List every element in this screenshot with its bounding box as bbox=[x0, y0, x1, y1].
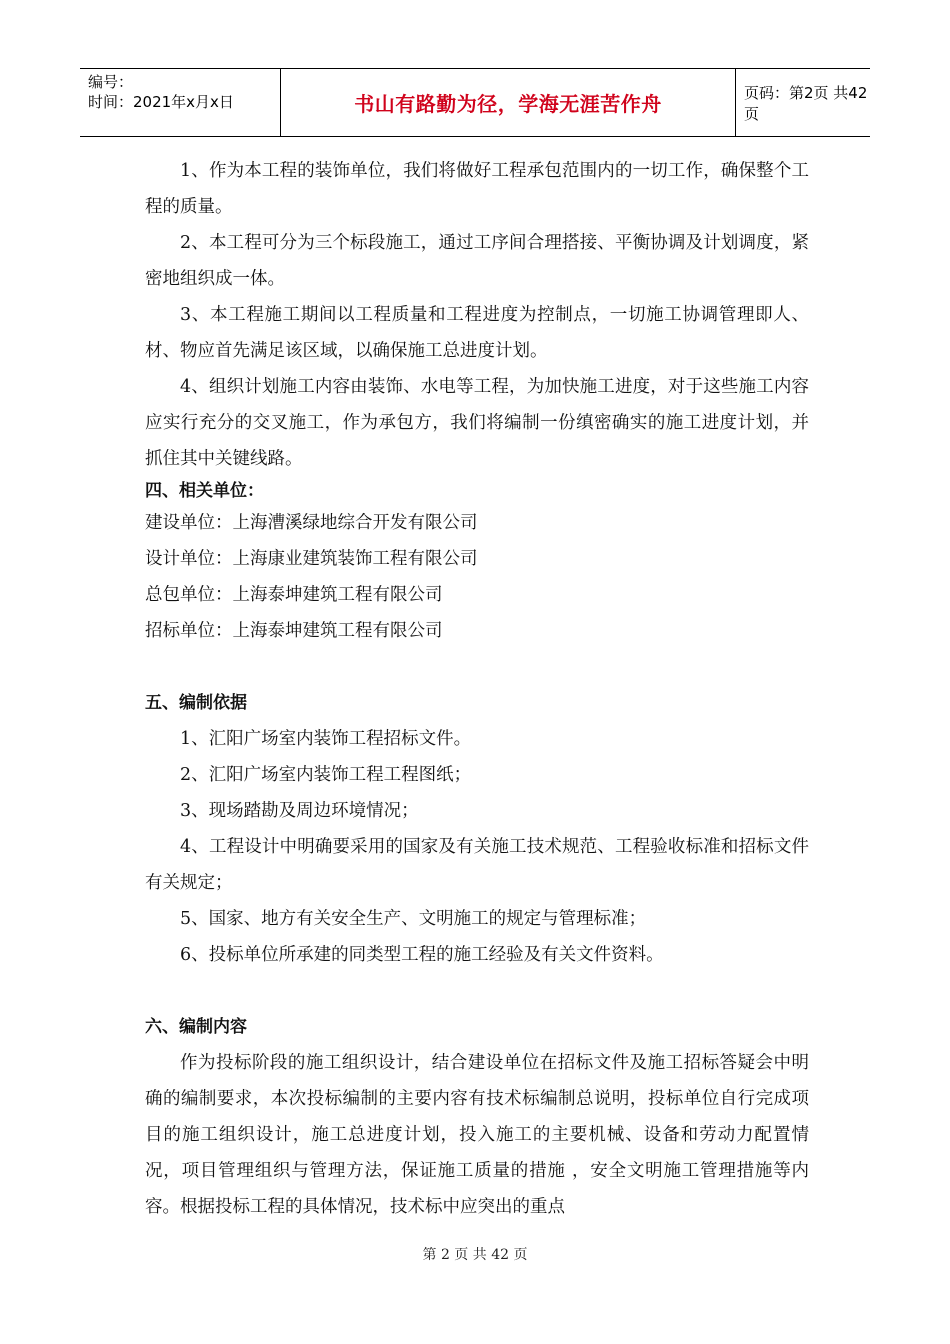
header-page-cell bbox=[736, 69, 870, 136]
document-number-label: 编号： bbox=[88, 73, 134, 91]
spacer bbox=[145, 973, 809, 1009]
basis-item-6: 6、投标单位所承建的同类型工程的施工经验及有关文件资料。 bbox=[180, 945, 664, 965]
section-5-heading: 五、编制依据 bbox=[145, 693, 247, 713]
paragraph-1: 1、作为本工程的装饰单位，我们将做好工程承包范围内的一切工作，确保整个工程的质量。 bbox=[145, 161, 809, 217]
paragraph-4: 4、组织计划施工内容由装饰、水电等工程，为加快施工进度，对于这些施工内容应实行充分的交叉施工，作为承包方，我们将编制一份缜密确实的施工进度计划，并抓住其中关键线路。 bbox=[145, 377, 809, 469]
basis-item-5: 5、国家、地方有关安全生产、文明施工的规定与管理标准； bbox=[180, 909, 647, 929]
header-motto: 书山有路勤为径，学海无涯苦作舟 bbox=[354, 92, 662, 116]
section-6-body: 作为投标阶段的施工组织设计，结合建设单位在招标文件及施工招标答疑会中明确的编制要求，本次投标编制的主要内容有技术标编制总说明，投标单位自行完成项目的施工组织设计，施工总进度计划，投入施工的主要机械、设备和劳动力配置情况，项目管理组织与管理方法，保证施工质量的措施 ，安全文明施工管理措施等内容。根据投标工程的具体情况，技术标中应突出的重点 bbox=[145, 1053, 809, 1217]
header-meta-cell bbox=[80, 69, 281, 136]
document-date: 时间：2021年x月x日 bbox=[88, 93, 234, 111]
unit-general-contractor: 总包单位：上海泰坤建筑工程有限公司 bbox=[145, 585, 443, 605]
basis-item-1: 1、汇阳广场室内装饰工程招标文件。 bbox=[180, 729, 472, 749]
basis-item-3: 3、现场踏勘及周边环境情况； bbox=[180, 801, 419, 821]
basis-item-4: 4、工程设计中明确要采用的国家及有关施工技术规范、工程验收标准和招标文件有关规定； bbox=[145, 837, 809, 893]
document-header bbox=[80, 68, 870, 137]
paragraph-2: 2、本工程可分为三个标段施工，通过工序间合理搭接、平衡协调及计划调度，紧密地组织成一体。 bbox=[145, 233, 809, 289]
paragraph-3: 3、本工程施工期间以工程质量和工程进度为控制点，一切施工协调管理即人、材、物应首先满足该区域，以确保施工总进度计划。 bbox=[145, 305, 809, 361]
section-4-heading: 四、相关单位： bbox=[145, 481, 264, 501]
unit-construction: 建设单位：上海漕溪绿地综合开发有限公司 bbox=[145, 513, 478, 533]
unit-design: 设计单位：上海康业建筑装饰工程有限公司 bbox=[145, 549, 478, 569]
section-6-heading: 六、编制内容 bbox=[145, 1017, 247, 1037]
header-motto-cell bbox=[281, 69, 736, 136]
spacer bbox=[145, 649, 809, 685]
basis-item-2: 2、汇阳广场室内装饰工程工程图纸； bbox=[180, 765, 472, 785]
page-footer: 第 2 页 共 42 页 bbox=[422, 1247, 528, 1263]
document-body bbox=[145, 153, 809, 1225]
unit-tendering: 招标单位：上海泰坤建筑工程有限公司 bbox=[145, 621, 443, 641]
header-page-info: 页码：第2页 共42页 bbox=[744, 83, 868, 123]
